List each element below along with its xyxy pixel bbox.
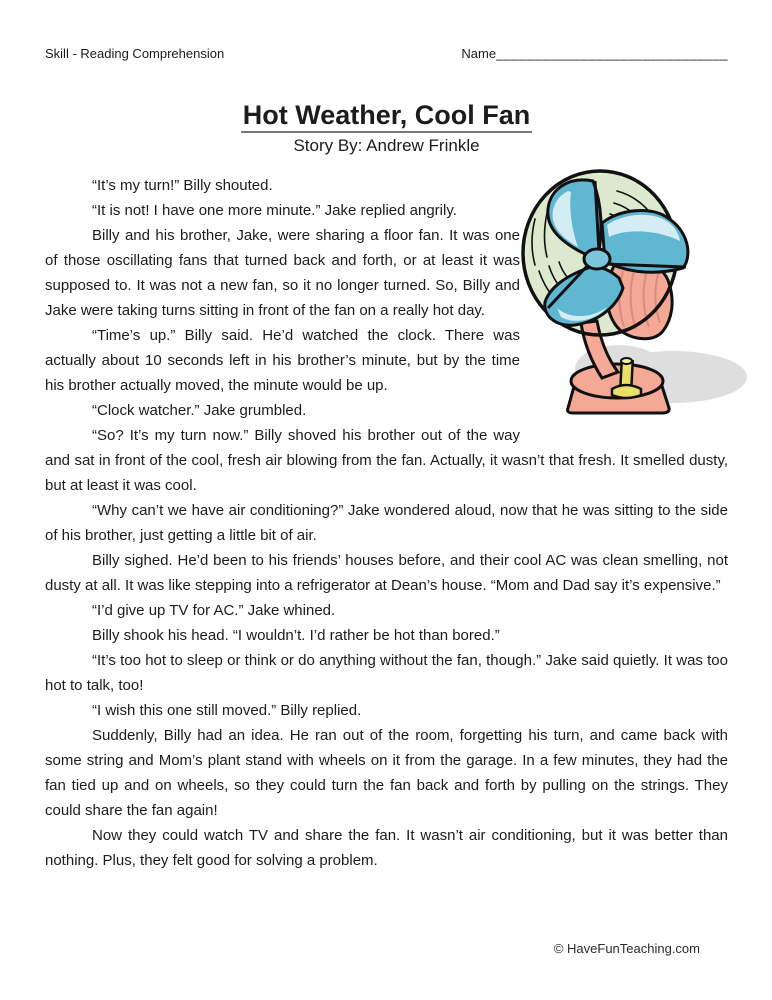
story-paragraph: “It’s my turn!” Billy shouted. xyxy=(92,177,273,194)
story-paragraph: “Time’s up.” Billy said. He’d watched the clock. There was actually about 10 seconds left in his brother’s minute, but by the time his brother actually moved, the minute would be up. xyxy=(45,327,520,394)
page-title: Hot Weather, Cool Fan xyxy=(241,100,533,133)
fan-illustration-container xyxy=(530,175,748,431)
story-paragraph: “I’d give up TV for AC.” Jake whined. xyxy=(92,602,336,619)
story-paragraph: “So? It’s my turn now.” Billy shoved his brother out of the way and sat in front of the cool, fresh air blowing from the fan. Actually, it wasn’t that fresh. It smelled dusty, but at least it was cool. xyxy=(45,427,728,494)
fan-hub xyxy=(584,249,610,269)
story-byline: Story By: Andrew Frinkle xyxy=(293,136,480,155)
fan-illustration xyxy=(505,167,750,432)
story-paragraph: Billy shook his head. “I wouldn’t. I’d rather be hot than bored.” xyxy=(92,627,500,644)
story-paragraph: “It’s too hot to sleep or think or do anything without the fan, though.” Jake said quietly. It was too hot to talk, too! xyxy=(45,652,728,694)
story-paragraph: “Why can’t we have air conditioning?” Jake wondered aloud, now that he was sitting to the side of his brother, just getting a little bit of air. xyxy=(45,502,728,544)
skill-label: Skill - Reading Comprehension xyxy=(45,46,225,61)
story-paragraph: “I wish this one still moved.” Billy replied. xyxy=(92,702,362,719)
footer-copyright: © HaveFunTeaching.com xyxy=(553,941,700,956)
worksheet-header xyxy=(45,46,728,61)
name-blank-line: ______________________________ xyxy=(496,46,728,61)
story-paragraph: Billy sighed. He’d been to his friends’ houses before, and their cool AC was clean smelling, not dusty at all. It was like stepping into a refrigerator at Dean’s house. “Mom and Dad say it’s expensive.” xyxy=(45,552,728,594)
story-paragraph: Suddenly, Billy had an idea. He ran out of the room, forgetting his turn, and came back with some string and Mom’s plant stand with wheels on it from the garage. In a few minutes, they had the fan tied up and on wheels, so they could turn the fan back and forth by pulling on the strings. They could share the fan again! xyxy=(45,727,728,819)
story-paragraph: “Clock watcher.” Jake grumbled. xyxy=(92,402,307,419)
story-paragraph: Now they could watch TV and share the fan. It wasn’t air conditioning, but it was better than nothing. Plus, they felt good for solving a problem. xyxy=(45,827,728,869)
story-paragraph: “It is not! I have one more minute.” Jake replied angrily. xyxy=(92,202,457,219)
story-section xyxy=(45,173,728,873)
name-label: Name xyxy=(461,46,497,61)
title-block xyxy=(45,100,728,156)
name-field xyxy=(461,46,728,61)
story-paragraph: Billy and his brother, Jake, were sharing a floor fan. It was one of those oscillating fans that turned back and forth, or at least it was supposed to. It was not a new fan, so it no longer turned. So, Billy and Jake were taking turns sitting in front of the fan on a really hot day. xyxy=(45,227,520,319)
